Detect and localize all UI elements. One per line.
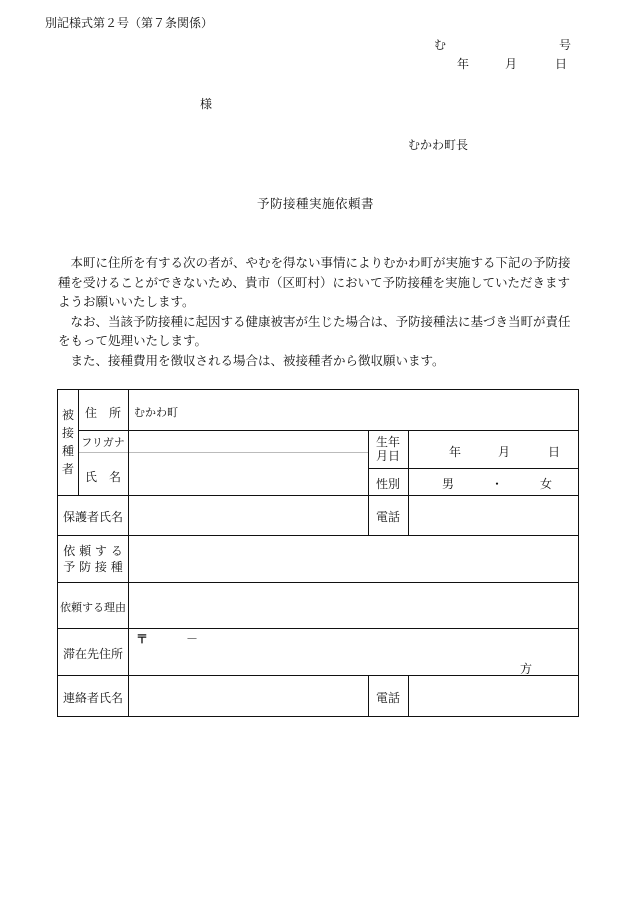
- dob-month-label: 月: [498, 445, 511, 459]
- address-label: 住 所: [84, 406, 121, 420]
- care-of-label: 方: [520, 662, 533, 676]
- contact-phone-field[interactable]: [409, 676, 577, 715]
- recipient-group-char: 接: [61, 426, 74, 440]
- recipient-group-char: 被: [61, 408, 74, 422]
- dob-year-label: 年: [449, 445, 462, 459]
- document-title: 予防接種実施依頼書: [257, 196, 375, 211]
- name-field[interactable]: [129, 453, 367, 494]
- vaccine-label-line: 予 防 接 種: [63, 560, 123, 574]
- vaccine-label-line: 依 頼 す る: [63, 544, 123, 558]
- guardian-phone-field[interactable]: [409, 496, 577, 534]
- furigana-field[interactable]: [129, 431, 367, 451]
- recipient-group-label: [58, 406, 78, 478]
- furigana-label: フリガナ: [81, 436, 125, 449]
- contact-phone-label: 電話: [375, 691, 400, 705]
- addressee-suffix: 様: [200, 97, 213, 111]
- number-suffix: 号: [559, 38, 572, 52]
- col-divider: [408, 430, 409, 495]
- body-text: [58, 253, 578, 371]
- postal-mark: 〒: [136, 632, 149, 646]
- name-label: 氏 名: [84, 470, 121, 484]
- dob-label: [368, 435, 408, 463]
- body-paragraph-3: また、接種費用を徴収される場合は、被接種者から徴収願います。: [70, 352, 445, 368]
- dob-label-line: 月日: [375, 449, 400, 463]
- reason-field[interactable]: [129, 583, 577, 627]
- vaccine-label: [58, 543, 128, 575]
- recipient-group-char: 者: [61, 462, 74, 476]
- reason-label: 依頼する理由: [60, 601, 126, 614]
- recipient-group-char: 種: [61, 444, 74, 458]
- guardian-field[interactable]: [129, 496, 367, 534]
- number-prefix: む: [434, 38, 447, 52]
- contact-label: 連絡者氏名: [62, 691, 123, 705]
- guardian-phone-label: 電話: [375, 510, 400, 524]
- guardian-label: 保護者氏名: [62, 510, 123, 524]
- sender-name: むかわ町長: [408, 138, 469, 152]
- date-year-label: 年: [457, 57, 470, 71]
- sex-separator: ・: [491, 477, 504, 491]
- form-number: 別記様式第２号（第７条関係）: [45, 16, 214, 30]
- stay-address-field[interactable]: [198, 642, 498, 672]
- date-day-label: 日: [555, 57, 568, 71]
- row-divider: [58, 628, 578, 629]
- sex-label: 性別: [375, 477, 400, 491]
- contact-field[interactable]: [129, 676, 367, 715]
- vaccine-field[interactable]: [129, 536, 577, 581]
- body-paragraph-1: 本町に住所を有する次の者が、やむを得ない事情によりむかわ町が実施する下記の予防接種を受けることができないため、貴市（区町村）において予防接種を実施していただきますようお願いいたします。: [58, 255, 571, 310]
- body-paragraph-2: なお、当該予防接種に起因する健康被害が生じた場合は、予防接種法に基づき当町が責任をもって処理いたします。: [58, 313, 571, 349]
- stay-address-label: 滞在先住所: [62, 647, 123, 661]
- date-month-label: 月: [505, 57, 518, 71]
- request-form-table: [57, 389, 579, 717]
- sex-female-option[interactable]: 女: [540, 477, 553, 491]
- row-divider: [368, 468, 578, 469]
- sex-male-option[interactable]: 男: [442, 477, 455, 491]
- dob-day-label: 日: [548, 445, 561, 459]
- dob-label-line: 生年: [375, 435, 400, 449]
- address-value[interactable]: むかわ町: [134, 406, 178, 419]
- postal-dash: －: [186, 632, 199, 646]
